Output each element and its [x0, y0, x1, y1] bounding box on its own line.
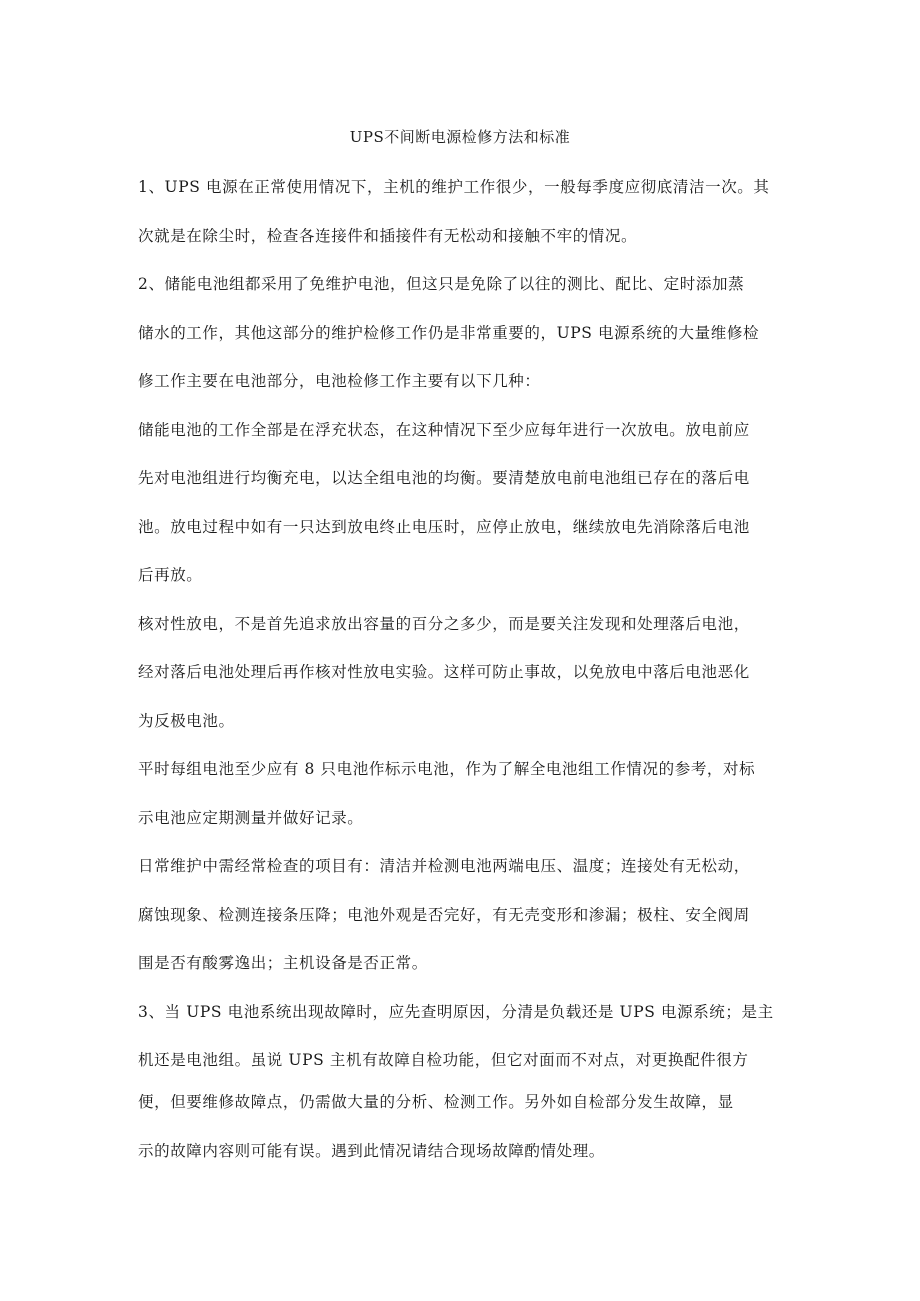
text-line: 修工作主要在电池部分，电池检修工作主要有以下几种：	[138, 372, 541, 390]
text-line: 先对电池组进行均衡充电，以达全组电池的均衡。要清楚放电前电池组已存在的落后电	[138, 469, 750, 487]
text-line: 平时每组电池至少应有 8 只电池作标示电池，作为了解全电池组工作情况的参考，对标	[138, 760, 756, 778]
text-line: 2、储能电池组都采用了免维护电池，但这只是免除了以往的测比、配比、定时添加蒸	[138, 275, 745, 293]
text-line: 为反极电池。	[138, 711, 235, 730]
text-line: 机还是电池组。虽说 UPS 主机有故障自检功能，但它对面而不对点，对更换配件很方	[138, 1051, 749, 1069]
document-title: UPS不间断电源检修方法和标准	[349, 128, 571, 146]
text-line: 池。放电过程中如有一只达到放电终止电压时，应停止放电，继续放电先消除落后电池	[138, 517, 750, 536]
text-line: 核对性放电，不是首先追求放出容量的百分之多少，而是要关注发现和处理落后电池，	[138, 614, 750, 633]
text-line: 经对落后电池处理后再作核对性放电实验。这样可防止事故，以免放电中落后电池恶化	[138, 663, 750, 681]
text-line: 3、当 UPS 电池系统出现故障时，应先查明原因，分清是负载还是 UPS 电源系统；是主	[138, 1002, 774, 1021]
text-line: 便，但要维修故障点，仍需做大量的分析、检测工作。另外如自检部分发生故障，显	[138, 1093, 734, 1111]
text-line: 后再放。	[138, 566, 203, 584]
text-line: 储能电池的工作全部是在浮充状态，在这种情况下至少应每年进行一次放电。放电前应	[138, 420, 750, 439]
document-body	[138, 172, 798, 1184]
text-line: 示电池应定期测量并做好记录。	[138, 808, 364, 827]
text-line: 围是否有酸雾逸出；主机设备是否正常。	[138, 954, 428, 972]
text-line: 次就是在除尘时，检查各连接件和插接件有无松动和接触不牢的情况。	[138, 226, 638, 245]
text-line: 日常维护中需经常检查的项目有：清洁并检测电池两端电压、温度；连接处有无松动，	[138, 857, 750, 875]
text-line: 储水的工作，其他这部分的维护检修工作仍是非常重要的，UPS 电源系统的大量维修检	[138, 323, 760, 342]
text-line: 1、UPS 电源在正常使用情况下，主机的维护工作很少，一般每季度应彻底清洁一次。其	[138, 178, 770, 196]
text-line: 示的故障内容则可能有误。遇到此情况请结合现场故障酌情处理。	[138, 1141, 605, 1160]
text-line: 腐蚀现象、检测连接条压降；电池外观是否完好，有无壳变形和渗漏；极柱、安全阀周	[138, 905, 750, 924]
